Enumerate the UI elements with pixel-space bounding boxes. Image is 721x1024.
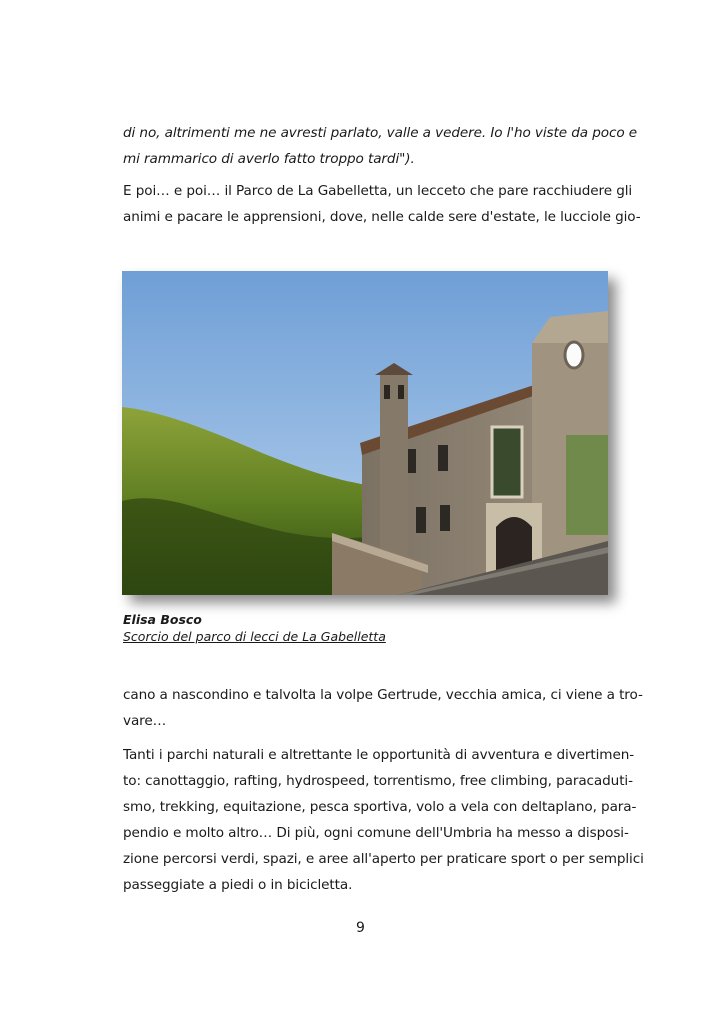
text-line: zione percorsi verdi, spazi, e aree all'aperto per praticare sport o per semplici (123, 851, 644, 867)
text-line: smo, trekking, equitazione, pesca sportiva, volo a vela con deltaplano, para- (123, 799, 637, 815)
text-line: vare… (123, 713, 167, 729)
text-line: to: canottaggio, rafting, hydrospeed, torrentismo, free climbing, paracaduti- (123, 773, 633, 789)
page-number: 9 (356, 920, 365, 936)
text-line: E poi… e poi… il Parco de La Gabelletta, un lecceto che pare racchiudere gli (123, 183, 633, 199)
paragraph-gabelletta (123, 178, 641, 230)
text-line: passeggiate a piedi o in bicicletta. (123, 877, 353, 893)
paragraph-quote-end (123, 120, 638, 172)
text-line: di no, altrimenti me ne avresti parlato, valle a vedere. Io l'ho viste da poco e (123, 125, 638, 141)
text-line: cano a nascondino e talvolta la volpe Gertrude, vecchia amica, ci viene a tro- (123, 687, 643, 703)
caption-title: Scorcio del parco di lecci de La Gabelletta (123, 629, 386, 644)
paragraph-activities (123, 742, 644, 898)
text-line: animi e pacare le apprensioni, dove, nelle calde sere d'estate, le lucciole gio- (123, 209, 641, 225)
paragraph-fireflies (123, 682, 643, 734)
text-line: pendio e molto altro… Di più, ogni comune dell'Umbria ha messo a disposi- (123, 825, 629, 841)
text-line: Tanti i parchi naturali e altrettante le opportunità di avventura e divertimen- (123, 747, 635, 763)
text-line: mi rammarico di averlo fatto troppo tardi"). (123, 151, 415, 167)
photo-caption (123, 611, 386, 645)
caption-author: Elisa Bosco (123, 612, 202, 627)
park-photo (122, 271, 608, 595)
